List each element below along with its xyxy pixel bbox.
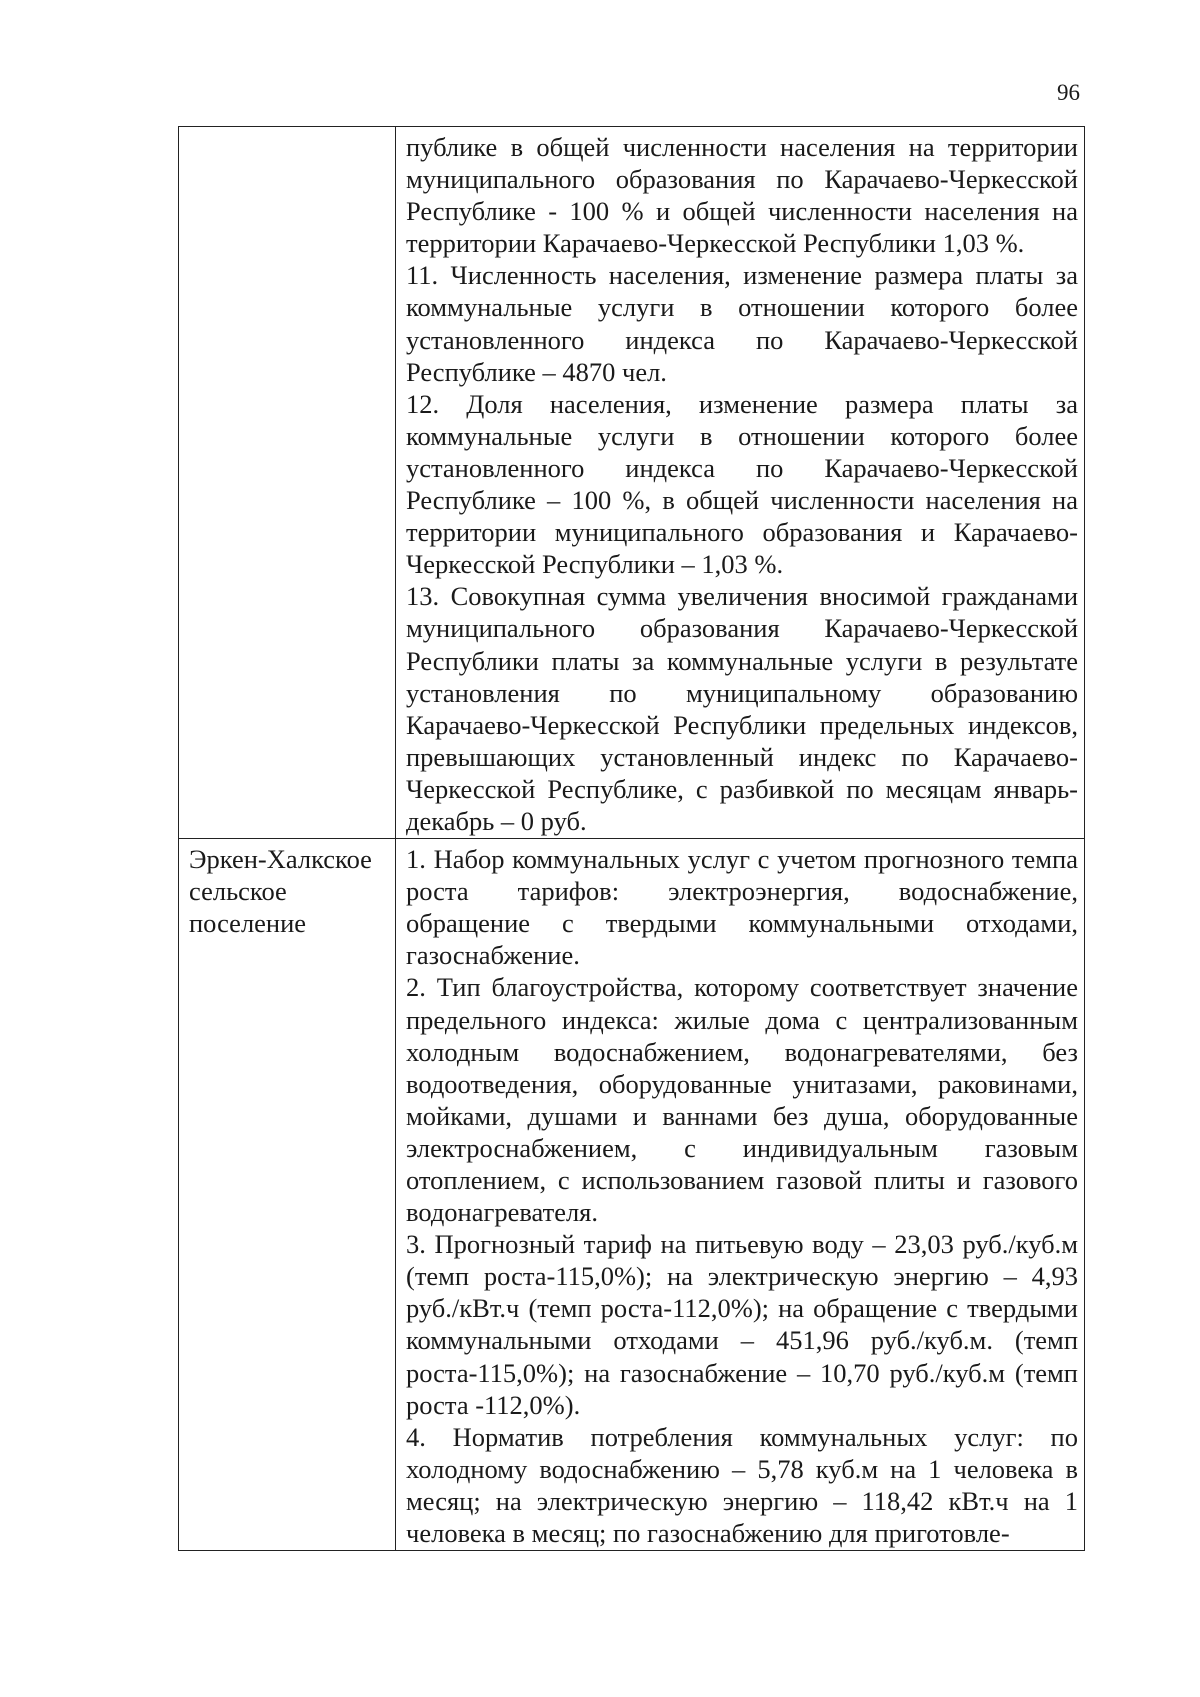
- indicator-paragraph: 4. Норматив потребления коммунальных услуг: по холодному водоснабжению – 5,78 куб.м на 1 человека в месяц; на электрическую энергию – 118,42 кВт.ч на 1 человека в месяц; по газоснабжению для приготовле-: [406, 1421, 1078, 1549]
- indicators-cell: [396, 839, 1085, 1551]
- table-row: [179, 127, 1085, 839]
- table-row: [179, 839, 1085, 1551]
- indicator-paragraph: 11. Численность населения, изменение размера платы за коммунальные услуги в отношении которого более установленного индекса по Карачаево-Черкесской Республике – 4870 чел.: [406, 260, 1078, 387]
- settlement-cell: [179, 839, 396, 1551]
- settlement-name: Эркен-Халкское сельское поселение: [189, 844, 372, 939]
- indicator-paragraph: 1. Набор коммунальных услуг с учетом прогнозного темпа роста тарифов: электроэнергия, водоснабжение, обращение с твердыми коммунальными отходами, газоснабжение.: [406, 844, 1078, 971]
- settlement-cell: [179, 127, 396, 839]
- indicator-paragraph: 3. Прогнозный тариф на питьевую воду – 23,03 руб./куб.м (темп роста-115,0%); на электрическую энергию – 4,93 руб./кВт.ч (темп роста-112,0%); на обращение с твердыми коммунальными отходами – 451,96 руб./куб.м. (темп роста-115,0%); на газоснабжение – 10,70 руб./куб.м (темп роста -112,0%).: [406, 1229, 1078, 1420]
- document-table: [178, 126, 1085, 1551]
- indicator-paragraph: 13. Совокупная сумма увеличения вносимой гражданами муниципального образования Карачаево-Черкесской Республики платы за коммунальные услуги в результате установления по муниципальному образованию Карачаево-Черкесской Республики предельных индексов, превышающих установленный индекс по Карачаево-Черкесской Республике, с разбивкой по месяцам январь-декабрь – 0 руб.: [406, 581, 1078, 836]
- page-number: 96: [1057, 80, 1080, 105]
- indicator-paragraph: 12. Доля населения, изменение размера платы за коммунальные услуги в отношении которого более установленного индекса по Карачаево-Черкесской Республике – 100 %, в общей численности населения на территории муниципального образования и Карачаево-Черкесской Республики – 1,03 %.: [406, 388, 1078, 580]
- indicator-paragraph: 2. Тип благоустройства, которому соответствует значение предельного индекса: жилые дома с централизованным холодным водоснабжением, водонагревателями, без водоотведения, оборудованные унитазами, раковинами, мойками, душами и ваннами без душа, оборудованные электроснабжением, с индивидуальным газовым отоплением, с использованием газовой плиты и газового водонагревателя.: [406, 972, 1078, 1228]
- indicators-cell: [396, 127, 1085, 839]
- indicator-paragraph: публике в общей численности населения на территории муниципального образования по Карачаево-Черкесской Республике - 100 % и общей численности населения на территории Карачаево-Черкесской Республики 1,03 %.: [406, 132, 1078, 259]
